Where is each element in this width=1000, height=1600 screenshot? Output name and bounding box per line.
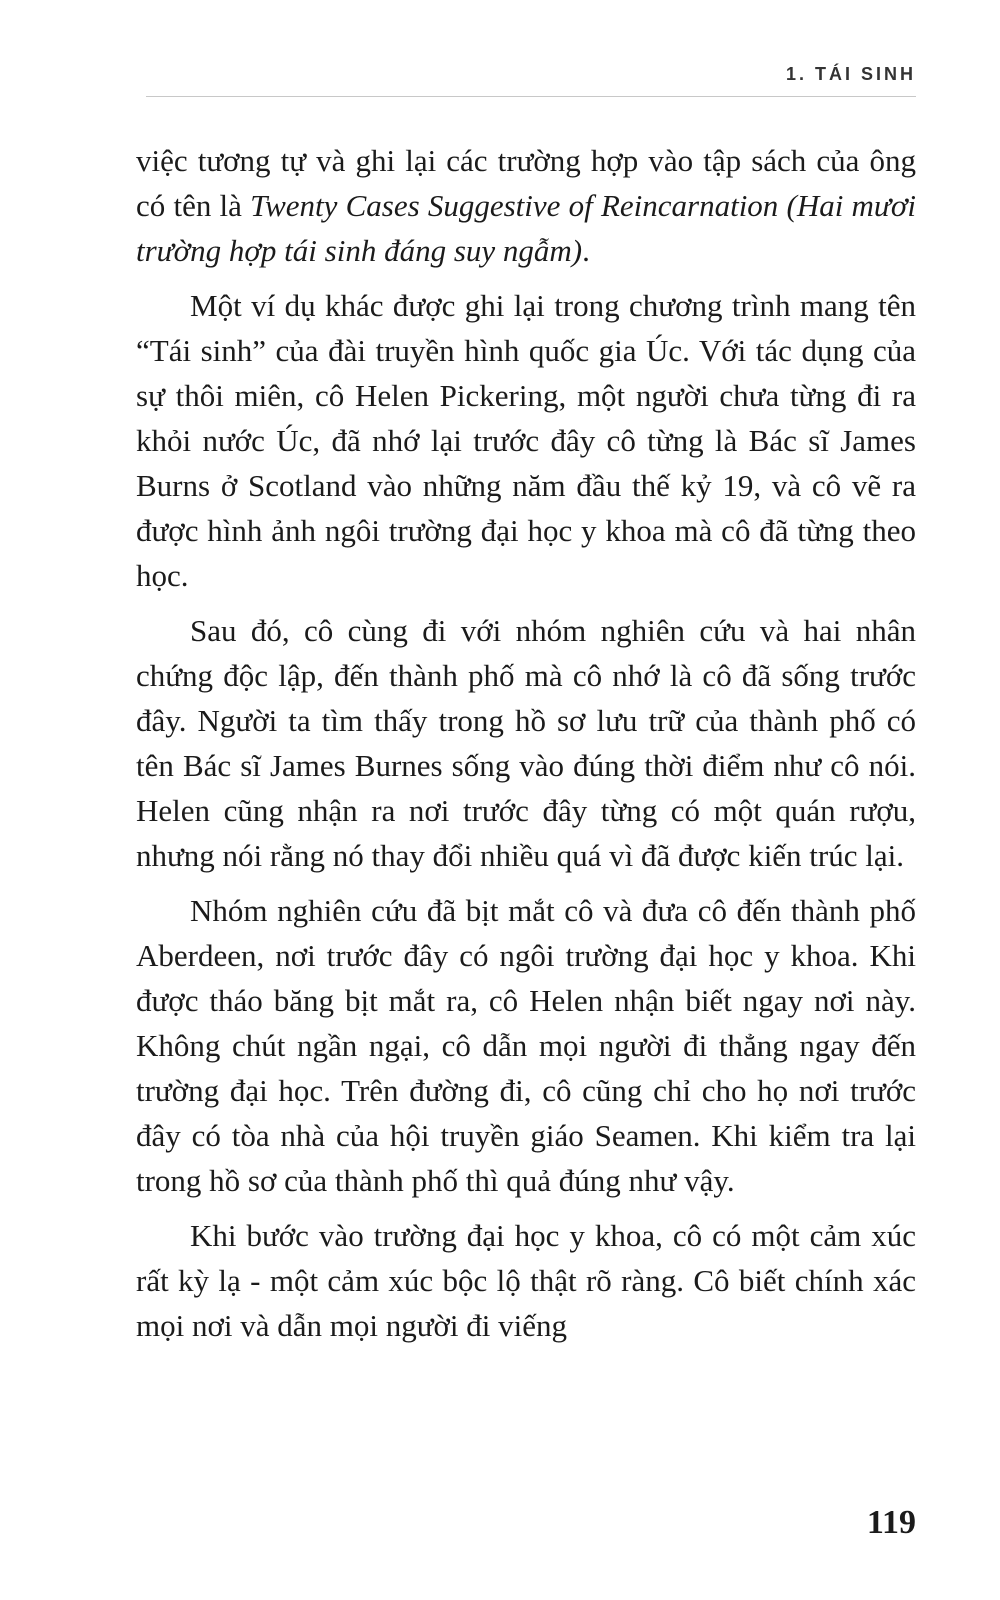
page-number: 119 bbox=[866, 1504, 916, 1541]
paragraph-text: việc tương tự và ghi lại các trường hợp vào tập sách của ông có tên là bbox=[136, 143, 916, 223]
paragraph-punctuation: . bbox=[582, 233, 590, 268]
paragraph-2: Một ví dụ khác được ghi lại trong chương trình mang tên “Tái sinh” của đài truyền hình quốc gia Úc. Với tác dụng của sự thôi miên, cô Helen Pickering, một người chưa từng đi ra khỏi nước Úc, đã nhớ lại trước đây cô từng là Bác sĩ James Burns ở Scotland vào những năm đầu thế kỷ 19, và cô vẽ ra được hình ảnh ngôi trường đại học y khoa mà cô đã từng theo học. bbox=[136, 288, 916, 593]
page-body bbox=[136, 138, 916, 1358]
paragraph-continued bbox=[136, 138, 916, 273]
running-header bbox=[146, 58, 916, 97]
book-title: Twenty Cases Suggestive of Reincarnation (Hai mươi trường hợp tái sinh đáng suy ngẫm) bbox=[136, 188, 916, 268]
paragraph-5: Khi bước vào trường đại học y khoa, cô có một cảm xúc rất kỳ lạ - một cảm xúc bộc lộ thật rõ ràng. Cô biết chính xác mọi nơi và dẫn mọi người đi viếng bbox=[136, 1218, 916, 1343]
paragraph-3: Sau đó, cô cùng đi với nhóm nghiên cứu và hai nhân chứng độc lập, đến thành phố mà cô nhớ là cô đã sống trước đây. Người ta tìm thấy trong hồ sơ lưu trữ của thành phố có tên Bác sĩ James Burnes sống vào đúng thời điểm như cô nói. Helen cũng nhận ra nơi trước đây từng có một quán rượu, nhưng nói rằng nó thay đổi nhiều quá vì đã được kiến trúc lại. bbox=[136, 613, 916, 873]
chapter-title: 1. TÁI SINH bbox=[785, 64, 916, 84]
paragraph-4: Nhóm nghiên cứu đã bịt mắt cô và đưa cô đến thành phố Aberdeen, nơi trước đây có ngôi trường đại học y khoa. Khi được tháo băng bịt mắt ra, cô Helen nhận biết ngay nơi này. Không chút ngần ngại, cô dẫn mọi người đi thẳng ngay đến trường đại học. Trên đường đi, cô cũng chỉ cho họ nơi trước đây có tòa nhà của hội truyền giáo Seamen. Khi kiểm tra lại trong hồ sơ của thành phố thì quả đúng như vậy. bbox=[136, 893, 916, 1198]
